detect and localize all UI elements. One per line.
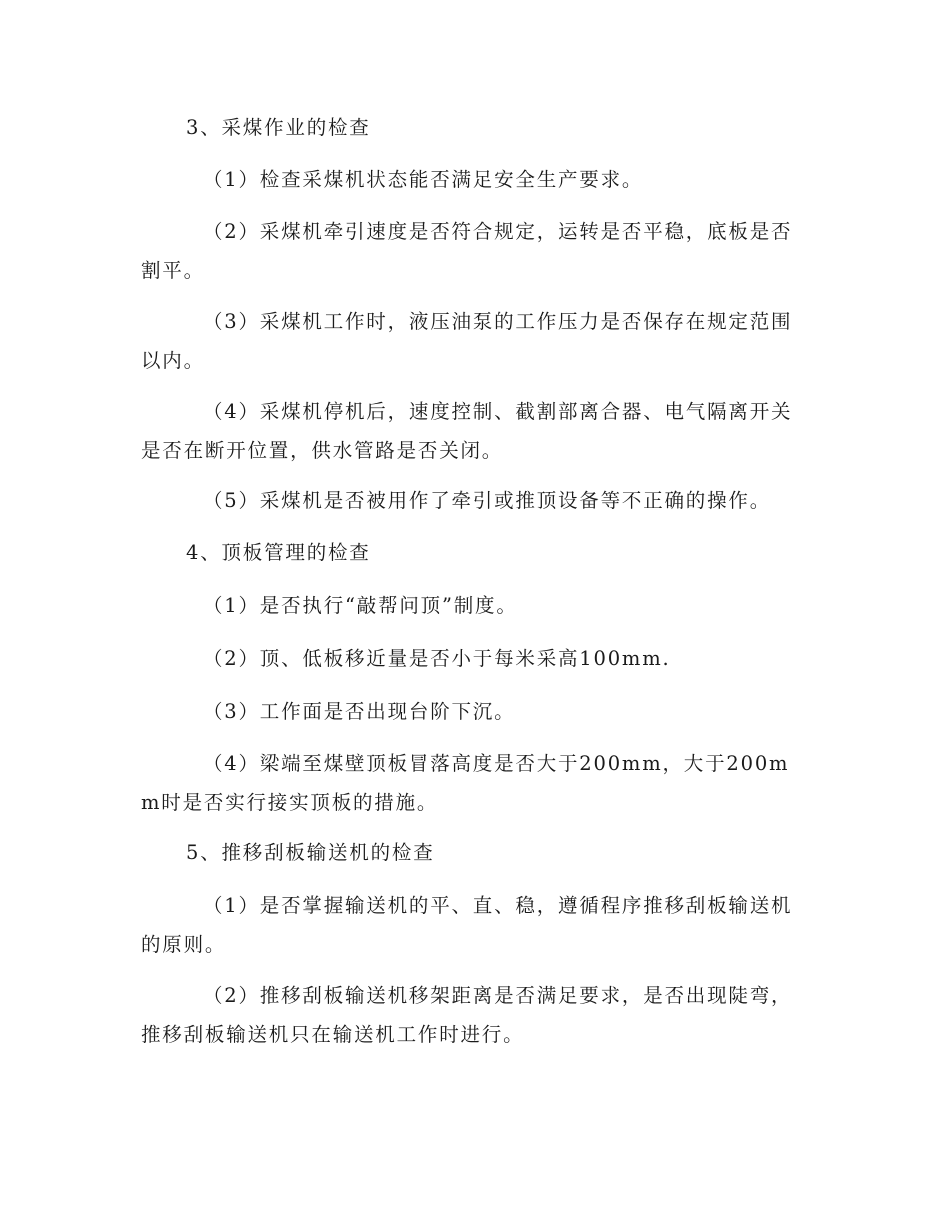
- section-heading-coal-mining: 3、采煤作业的检查: [186, 116, 371, 139]
- list-item: （2）顶、低板移近量是否小于每米采高100mm.: [203, 647, 671, 670]
- list-item: （2）采煤机牵引速度是否符合规定，运转是否平稳，底板是否割平。: [141, 220, 793, 282]
- list-item: （3）采煤机工作时，液压油泵的工作压力是否保存在规定范围以内。: [141, 310, 793, 372]
- list-item: （4）梁端至煤壁顶板冒落高度是否大于200mm，大于200mm时是否实行接实顶板的措施。: [141, 752, 790, 814]
- list-item: （4）采煤机停机后，速度控制、截割部离合器、电气隔离开关是否在断开位置，供水管路是否关闭。: [141, 400, 793, 462]
- list-item: （1）是否掌握输送机的平、直、稳，遵循程序推移刮板输送机的原则。: [141, 894, 793, 956]
- list-item: （1）检查采煤机状态能否满足安全生产要求。: [203, 168, 644, 191]
- section-heading-roof-management: 4、顶板管理的检查: [186, 541, 371, 564]
- list-item: （3）工作面是否出现台阶下沉。: [203, 700, 516, 723]
- section-heading-conveyor: 5、推移刮板输送机的检查: [186, 841, 435, 864]
- list-item: （1）是否执行“敲帮问顶”制度。: [203, 594, 518, 617]
- list-item: （2）推移刮板输送机移架距离是否满足要求，是否出现陡弯，推移刮板输送机只在输送机工作时进行。: [141, 984, 793, 1046]
- list-item: （5）采煤机是否被用作了牵引或推顶设备等不正确的操作。: [203, 489, 772, 512]
